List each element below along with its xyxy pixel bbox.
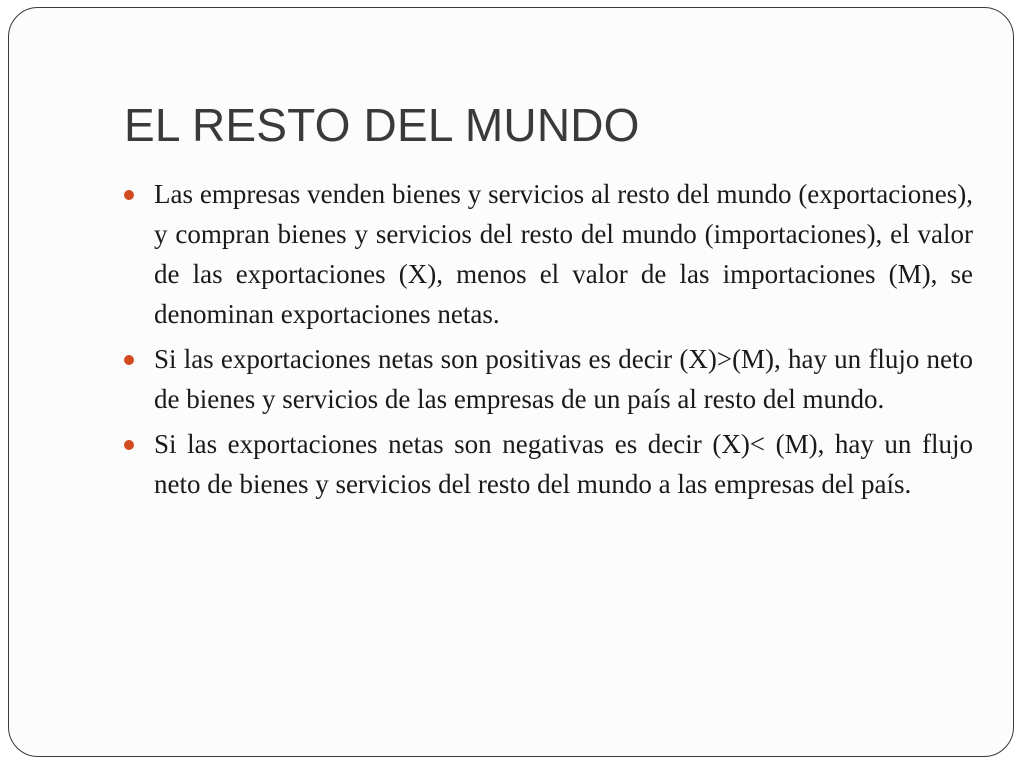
bullet-dot-icon — [124, 190, 134, 200]
bullet-item — [124, 424, 973, 504]
bullet-dot-icon — [124, 355, 134, 365]
bullet-text: Si las exportaciones netas son positivas es decir (X)>(M), hay un flujo neto de bienes y servicios de las empresas de un país al resto del mundo. — [154, 344, 973, 414]
bullet-dot-icon — [124, 440, 134, 450]
slide-frame — [8, 7, 1014, 757]
bullet-item — [124, 174, 973, 334]
bullet-list — [124, 174, 973, 509]
bullet-text: Las empresas venden bienes y servicios al resto del mundo (exportaciones), y compran bienes y servicios del resto del mundo (importaciones), el valor de las exportaciones (X), menos el valor de las importaciones (M), se denominan exportaciones netas. — [154, 179, 973, 329]
bullet-text: Si las exportaciones netas son negativas es decir (X)< (M), hay un flujo neto de bienes y servicios del resto del mundo a las empresas del país. — [154, 429, 973, 499]
slide-title: EL RESTO DEL MUNDO — [124, 99, 640, 151]
bullet-item — [124, 339, 973, 419]
